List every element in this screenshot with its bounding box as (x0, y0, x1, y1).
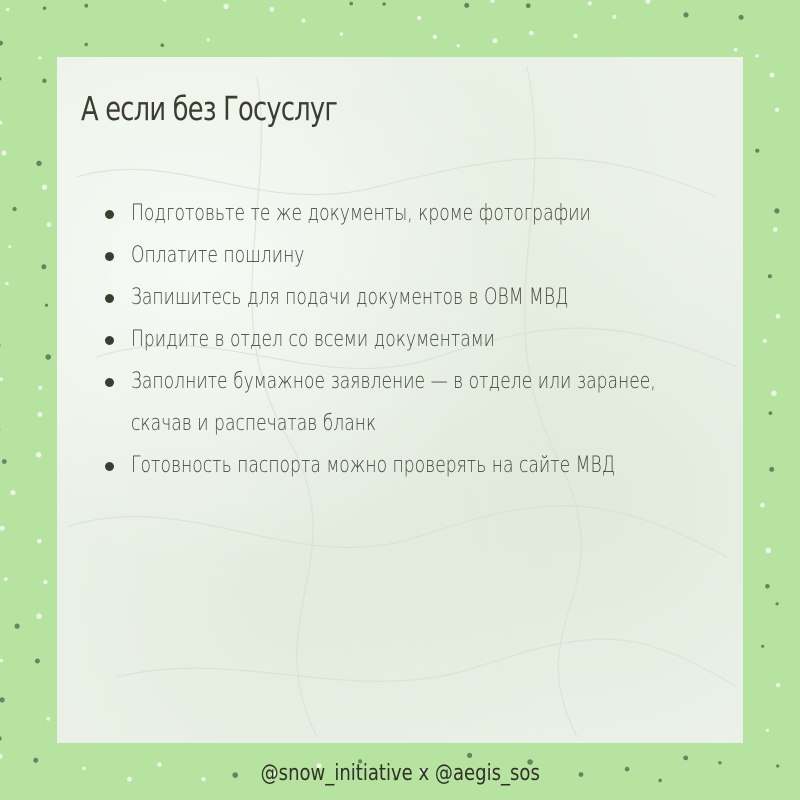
polka-dot (0, 41, 3, 46)
list-item-text: Запишитесь для подачи документов в ОВМ МВД (131, 285, 569, 310)
polka-dot (43, 580, 47, 584)
polka-dot (526, 3, 531, 8)
polka-dot (768, 274, 772, 278)
polka-dot (223, 4, 228, 9)
polka-dot (161, 43, 165, 47)
polka-dot (765, 584, 770, 589)
list-item-text: Подготовьте те же документы, кроме фотографии (131, 201, 591, 226)
polka-dot (769, 411, 773, 415)
polka-dot (382, 2, 385, 5)
polka-dot (15, 624, 20, 629)
polka-dot (755, 54, 758, 57)
polka-dot (47, 222, 52, 227)
polka-dot (761, 645, 764, 648)
polka-dot (41, 264, 46, 269)
steps-list (105, 193, 705, 487)
bullet-icon (105, 252, 114, 261)
polka-dot (42, 79, 46, 83)
polka-dot (0, 378, 3, 382)
list-item-text: Готовность паспорта можно проверять на сайте МВД (131, 453, 616, 478)
polka-dot (8, 245, 11, 248)
polka-dot (42, 185, 47, 190)
polka-dot (340, 32, 343, 35)
polka-dot (0, 77, 1, 80)
polka-dot (417, 16, 421, 20)
polka-dot (85, 43, 88, 46)
polka-dot (0, 736, 2, 741)
polka-dot (529, 31, 534, 36)
footer-handles: @snow_initiative x @aegis_sos (260, 761, 540, 786)
polka-dot (38, 386, 42, 390)
polka-dot (493, 38, 498, 43)
polka-dot (0, 343, 1, 347)
list-item-text: Заполните бумажное заявление — в отделе или заранее, скачав и распечатав бланк (131, 369, 656, 436)
polka-dot (776, 602, 779, 605)
polka-dot (766, 548, 772, 554)
list-item (105, 235, 705, 277)
polka-dot (10, 490, 15, 495)
list-item (105, 193, 705, 235)
polka-dot (38, 56, 41, 59)
polka-dot (0, 121, 2, 125)
polka-dot (2, 151, 7, 156)
list-item (105, 319, 705, 361)
polka-dot (162, 0, 167, 1)
polka-dot (457, 44, 460, 47)
polka-dot (46, 717, 50, 721)
polka-dot (776, 683, 780, 687)
list-item-text: Придите в отдел со всеми документами (131, 327, 495, 352)
polka-dot (774, 208, 779, 213)
polka-dot (5, 282, 8, 285)
page-title: А если без Госуслуг (81, 89, 338, 128)
polka-dot (760, 503, 765, 508)
polka-dot (775, 108, 779, 112)
polka-dot (433, 35, 437, 39)
polka-dot (645, 0, 650, 4)
polka-dot (45, 354, 51, 360)
polka-dot (36, 613, 42, 619)
polka-dot (2, 459, 7, 464)
polka-dot (0, 526, 5, 531)
polka-dot (36, 161, 41, 166)
polka-dot (0, 697, 5, 702)
polka-dot (766, 729, 769, 732)
list-item (105, 445, 705, 487)
polka-dot (4, 577, 8, 581)
polka-dot (207, 38, 210, 41)
bullet-icon (105, 378, 114, 387)
polka-dot (770, 73, 775, 78)
polka-dot (45, 304, 48, 307)
bullet-icon (105, 336, 114, 345)
footer-credits (0, 752, 800, 796)
bullet-icon (105, 294, 114, 303)
polka-dot (755, 149, 759, 153)
polka-dot (612, 15, 616, 19)
polka-dot (776, 314, 781, 319)
polka-dot (349, 2, 353, 6)
polka-dot (771, 391, 777, 397)
polka-dot (573, 34, 577, 38)
polka-dot (464, 3, 469, 8)
polka-dot (739, 15, 744, 20)
polka-dot (0, 659, 3, 662)
polka-dot (6, 8, 9, 11)
polka-dot (490, 0, 494, 3)
polka-dot (35, 659, 40, 664)
polka-dot (270, 7, 275, 12)
polka-dot (683, 12, 688, 17)
polka-dot (37, 539, 42, 544)
polka-dot (37, 412, 42, 417)
list-item (105, 277, 705, 319)
bullet-icon (105, 210, 114, 219)
polka-dot (763, 339, 767, 343)
list-item (105, 361, 705, 445)
polka-dot (13, 207, 17, 211)
polka-dot (301, 19, 305, 23)
polka-dot (769, 467, 774, 472)
polka-dot (588, 1, 592, 5)
bullet-icon (105, 462, 114, 471)
polka-dot (36, 452, 42, 458)
polka-dot (43, 7, 46, 10)
polka-dot (84, 4, 88, 8)
polka-dot (734, 48, 738, 52)
content-card (57, 57, 743, 743)
list-item-text: Оплатите пошлину (131, 243, 305, 268)
polka-dot (773, 227, 778, 232)
